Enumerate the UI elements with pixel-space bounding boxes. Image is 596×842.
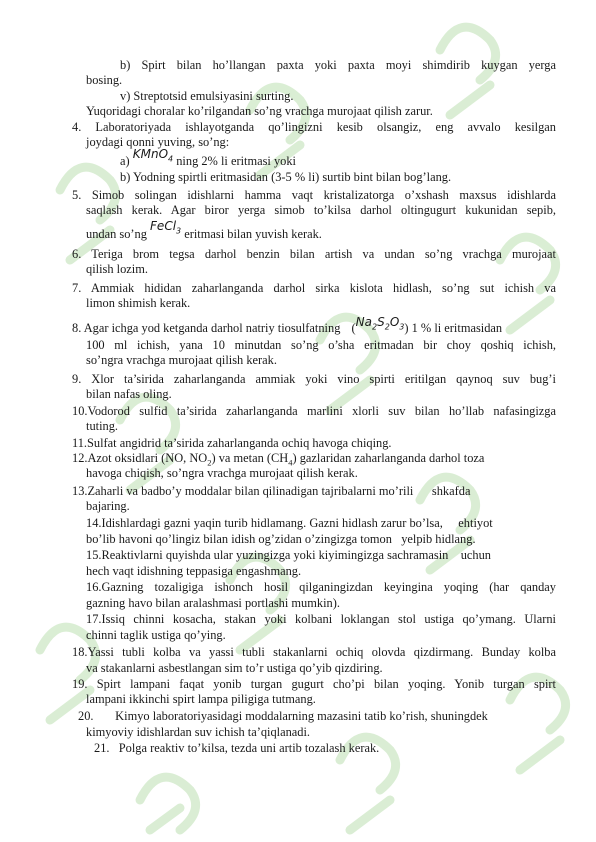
conclusion-line: Yuqoridagi choralar ko’rilgandan so’ng vrachga murojaat qilish zarur. [86, 104, 433, 118]
kmno4-formula-sub: 4 [168, 154, 174, 164]
item16-line1: 16.Gazning tozaligiga ishonch hosil qilganingizdan keyingina yoqing (har qanday [86, 580, 556, 594]
item12-line1-c: ) gazlaridan zaharlanganda darhol toza [292, 451, 485, 465]
item-b-line1: b) Spirt bilan ho’llangan paxta yoki paxta moyi shimdirib kuygan yerga [120, 58, 556, 72]
item17-line2: chinni taglik ustiga qo’ying. [86, 628, 226, 642]
item15-line1: 15.Reaktivlarni quyishda ular yuzingizga yoki kiyimingizga sachramasin uchun [86, 548, 492, 562]
item18-line1: 18.Yassi tubli kolba va yassi tubli stakanlarni ochiq olovda qizdirmang. Bunday kolba [72, 645, 556, 659]
item12-line1 [72, 451, 556, 466]
item4-line1: 4. Laboratoriyada ishlayotganda qo’lingizni kesib olsangiz, eng avvalo kesilgan [72, 120, 556, 134]
item16-line2: gazning havo bilan aralashmasi portlashi mumkin). [86, 596, 340, 610]
item4-a-text: ning 2% li eritmasi yoki [176, 154, 296, 168]
item5-line3 [86, 219, 322, 242]
item14-line2: bo’lib havoni qo’lingiz bilan idish og’zidan o’zingizga tomon yelpib hidlang. [86, 532, 476, 546]
item13-line1: 13.Zaharli va badbo’y moddalar bilan qilinadigan tajribalarni mo’rili shkafda [72, 484, 471, 498]
item19-line1: 19. Spirt lampani faqat yonib turgan gugurt cho’pi bilan yoqing. Yonib turgan spirt [72, 677, 556, 691]
na2s2o3-sub3: 3 [399, 322, 405, 332]
item20-line2: kimyoviy idishlardan suv ichish ta’qiqlanadi. [86, 725, 311, 739]
item10-line2: tuting. [86, 419, 119, 433]
item-b-line2: bosing. [86, 73, 123, 87]
item4-b-line: b) Yodning spirtli eritmasidan (3-5 % li) surtib bint bilan bog’lang. [120, 170, 452, 184]
item12-sub1: 2 [207, 457, 212, 468]
item9-line2: bilan nafas oling. [86, 387, 172, 401]
item19-line2: lampani ikkinchi spirt lampa piligiga tutmang. [86, 692, 316, 706]
item17-line1: 17.Issiq chinni kosacha, stakan yoki kolbani loklangan stol ustiga qo’ymang. Ularni [86, 612, 556, 626]
item10-line1: 10.Vodorod sulfid ta’sirida zaharlanganda marlini xlorli suv bilan ho’llab nafasingizga [72, 404, 556, 418]
item4-line2: joydagi qonni yuving, so’ng: [86, 135, 230, 149]
item5-line3-pre: undan so’ng [86, 227, 147, 241]
kmno4-formula [132, 147, 174, 164]
fecl3-formula-base: FeCl [150, 219, 177, 233]
item8-line2: 100 ml ichish, yana 10 minutdan so’ng o’sha eritmadan bir choy qoshiq ichish, [86, 338, 556, 352]
item18-line2: va stakanlarni asbestlangan sim to’r ustiga qo’yib qizdiring. [86, 661, 383, 675]
item7-line2: limon shimish kerak. [86, 296, 191, 310]
item4-a-prefix: a) [120, 154, 130, 168]
item15-line2: hech vaqt idishning teppasiga engashmang. [86, 564, 302, 578]
na2s2o3-formula [355, 315, 405, 332]
item12-line1-b: ) va metan (CH [211, 451, 289, 465]
item6-line2: qilish lozim. [86, 262, 148, 276]
item8-line1-post: 1 % li eritmasidan [411, 321, 503, 335]
item20-line1: 20. Kimyo laboratoriyasidagi moddalarning mazasini tatib ko’rish, shuningdek [78, 709, 488, 723]
item4-a-line [120, 147, 296, 169]
fecl3-formula-sub: 3 [176, 226, 182, 236]
item5-line3-post: eritmasi bilan yuvish kerak. [184, 227, 322, 241]
item12-line2: havoga chiqish, so’ngra vrachga murojaat qilish kerak. [86, 466, 358, 480]
na2s2o3-sub1: 2 [372, 322, 378, 332]
item8-line3: so’ngra vrachga murojaat qilish kerak. [86, 353, 277, 367]
na2s2o3-sub2: 2 [384, 322, 390, 332]
item5-line2: saqlash kerak. Agar biror yerga simob to’kilsa darhol oltingugurt kukunidan sepib, [86, 203, 556, 217]
fecl3-formula [150, 219, 182, 236]
item6-line1: 6. Teriga brom tegsa darhol benzin bilan artish va undan so’ng vrachga murojaat [72, 247, 556, 261]
item-v: v) Streptotsid emulsiyasini surting. [120, 89, 294, 103]
item7-line1: 7. Ammiak hididan zaharlanganda darhol sirka kislota hidlash, so’ng sut ichish va [72, 281, 556, 295]
item12-line1-a: 12.Azot oksidlari (NO, NO [72, 451, 208, 465]
item13-line2: bajaring. [86, 499, 130, 513]
na2s2o3-o: O [389, 315, 400, 329]
item5-line1: 5. Simob solingan idishlarni hamma vaqt kristalizatorga o’xshash maxsus idishlarda [72, 188, 556, 202]
item9-line1: 9. Xlor ta’sirida zaharlanganda ammiak yoki vino spirti eritilgan qaynoq suv bug’i [72, 372, 556, 386]
item21-line: 21. Polga reaktiv to’kilsa, tezda uni artib tozalash kerak. [94, 741, 380, 755]
kmno4-formula-base: KMnO [132, 147, 169, 161]
item12-sub2: 4 [288, 457, 293, 468]
item11-line: 11.Sulfat angidrid ta’sirida zaharlanganda ochiq havoga chiqing. [72, 436, 392, 450]
item14-line1: 14.Idishlardagi gazni yaqin turib hidlamang. Gazni hidlash zarur bo’lsa, ehtiyot [86, 516, 493, 530]
na2s2o3-na: Na [355, 315, 372, 329]
item8-line1-pre: 8. Agar ichga yod ketganda darhol natriy tiosulfatning [72, 321, 341, 335]
item8-line1: 8. Agar ichga yod ketganda darhol natriy tiosulfatning $(Na_2S_2O_3)$ 1 % li eritmasidan [72, 315, 503, 335]
na2s2o3-s: S [377, 315, 385, 329]
